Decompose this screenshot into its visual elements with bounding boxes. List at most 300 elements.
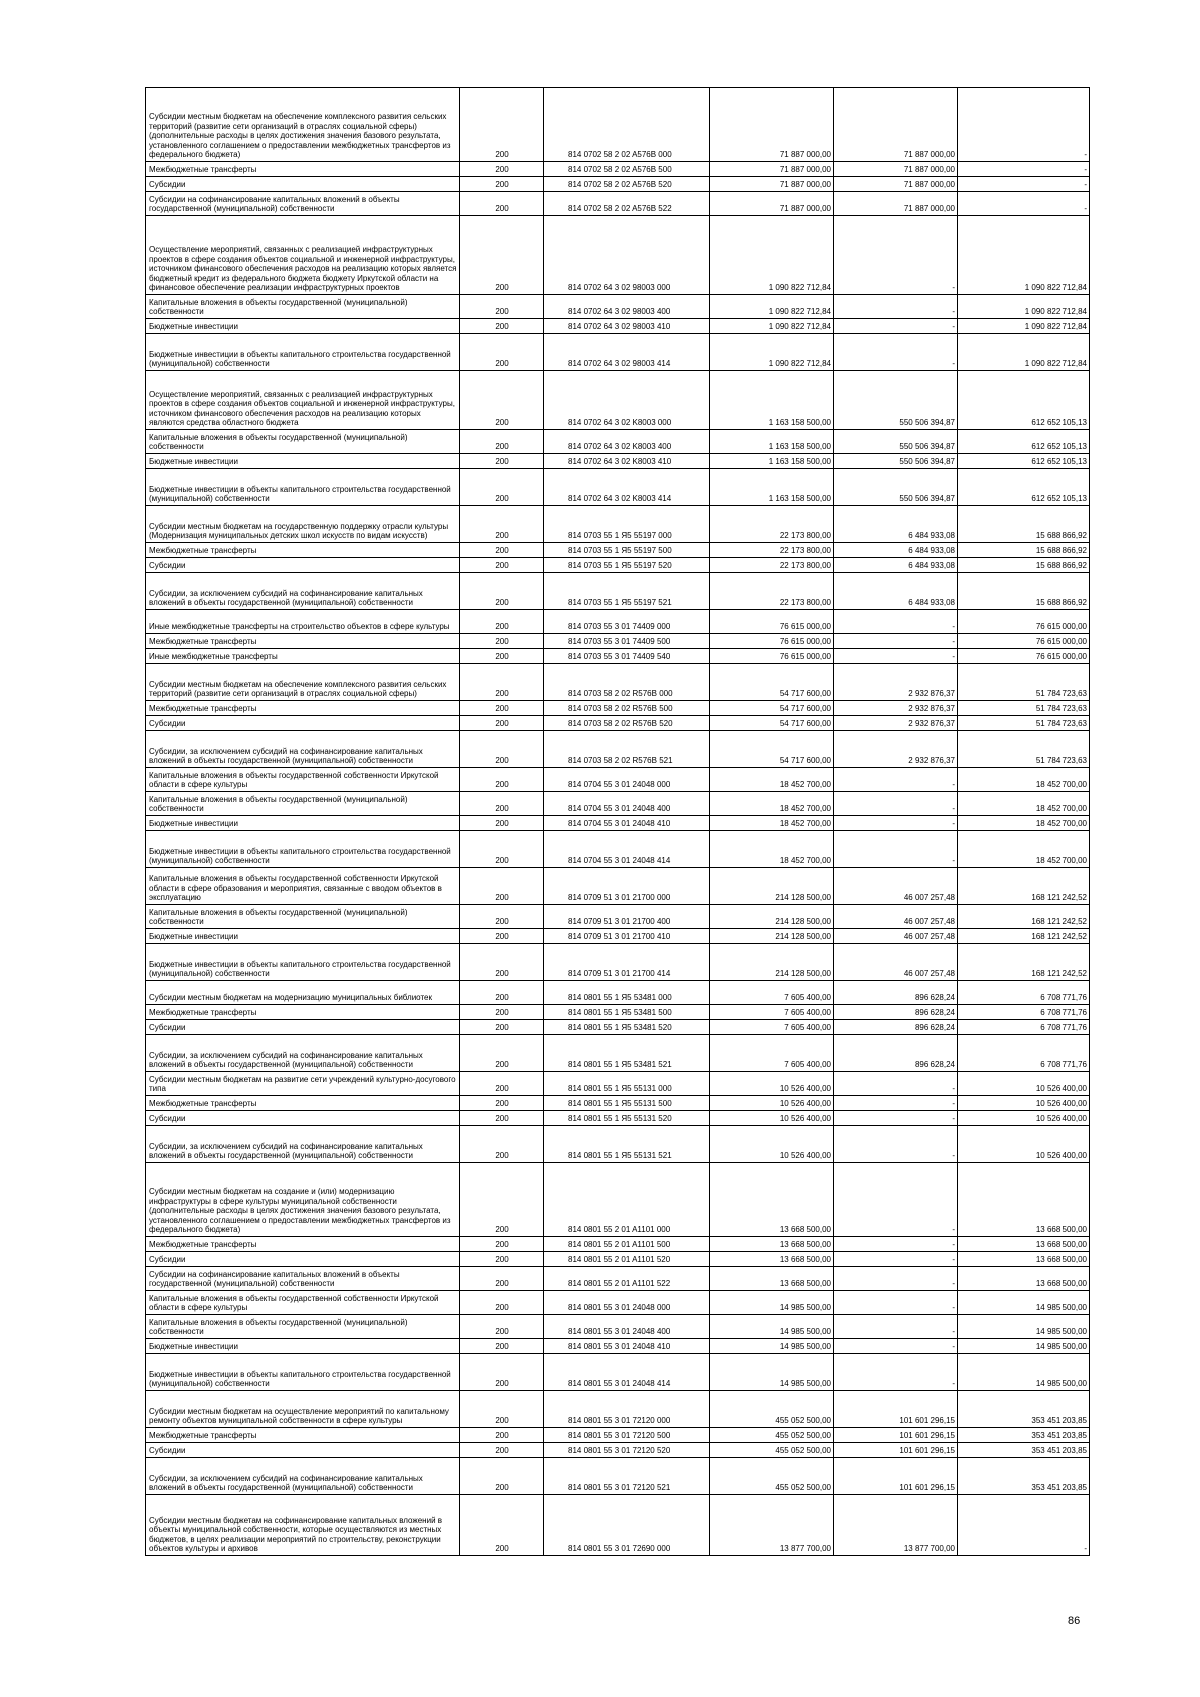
- row-kbk: 814 0704 55 3 01 24048 000: [544, 768, 710, 792]
- row-rest: 18 452 700,00: [958, 792, 1090, 816]
- table-row: [146, 1072, 1090, 1096]
- row-rest: 612 652 105,13: [958, 430, 1090, 454]
- row-exec: 896 628,24: [834, 1035, 958, 1072]
- row-code: 200: [460, 192, 544, 216]
- row-name: Субсидии местным бюджетам на обеспечение комплексного развития сельских территорий (развитие сети организаций в отраслях социальной сферы) (дополнительные расходы в целях достижения значения базового результата, установленного соглашением о предоставлении межбюджетных трансфертов из федерального бюджета): [146, 88, 460, 162]
- row-kbk: 814 0801 55 3 01 24048 000: [544, 1291, 710, 1315]
- table-row: [146, 1163, 1090, 1237]
- row-name: Межбюджетные трансферты: [146, 1096, 460, 1111]
- row-rest: 18 452 700,00: [958, 816, 1090, 831]
- row-plan: 18 452 700,00: [710, 768, 834, 792]
- table-row: [146, 88, 1090, 162]
- table-row: [146, 1443, 1090, 1458]
- row-code: 200: [460, 664, 544, 701]
- row-kbk: 814 0702 64 3 02 K8003 000: [544, 371, 710, 430]
- row-exec: 71 887 000,00: [834, 177, 958, 192]
- table-row: [146, 868, 1090, 905]
- row-code: 200: [460, 929, 544, 944]
- row-kbk: 814 0703 58 2 02 R576B 500: [544, 701, 710, 716]
- table-row: [146, 634, 1090, 649]
- row-exec: -: [834, 1163, 958, 1237]
- row-kbk: 814 0801 55 3 01 72120 520: [544, 1443, 710, 1458]
- row-plan: 13 668 500,00: [710, 1267, 834, 1291]
- row-exec: 896 628,24: [834, 1020, 958, 1035]
- row-exec: 46 007 257,48: [834, 944, 958, 981]
- row-rest: 1 090 822 712,84: [958, 216, 1090, 295]
- row-name: Капитальные вложения в объекты государственной (муниципальной) собственности: [146, 430, 460, 454]
- row-code: 200: [460, 1126, 544, 1163]
- row-code: 200: [460, 610, 544, 634]
- table-row: [146, 469, 1090, 506]
- table-row: [146, 649, 1090, 664]
- row-rest: 76 615 000,00: [958, 610, 1090, 634]
- row-plan: 71 887 000,00: [710, 162, 834, 177]
- row-plan: 1 163 158 500,00: [710, 469, 834, 506]
- table-row: [146, 1291, 1090, 1315]
- row-kbk: 814 0703 55 1 Я5 55197 521: [544, 573, 710, 610]
- row-rest: 168 121 242,52: [958, 944, 1090, 981]
- row-name: Субсидии местным бюджетам на развитие сети учреждений культурно-досугового типа: [146, 1072, 460, 1096]
- row-rest: 15 688 866,92: [958, 506, 1090, 543]
- row-kbk: 814 0709 51 3 01 21700 410: [544, 929, 710, 944]
- row-plan: 7 605 400,00: [710, 981, 834, 1005]
- row-kbk: 814 0702 64 3 02 98003 400: [544, 295, 710, 319]
- row-code: 200: [460, 944, 544, 981]
- row-rest: 6 708 771,76: [958, 1035, 1090, 1072]
- row-exec: 101 601 296,15: [834, 1458, 958, 1495]
- table-row: [146, 1267, 1090, 1291]
- row-name: Субсидии местным бюджетам на государственную поддержку отрасли культуры (Модернизация муниципальных детских школ искусств по видам искусств): [146, 506, 460, 543]
- row-code: 200: [460, 1252, 544, 1267]
- row-code: 200: [460, 1005, 544, 1020]
- row-plan: 14 985 500,00: [710, 1315, 834, 1339]
- row-name: Капитальные вложения в объекты государственной (муниципальной) собственности: [146, 295, 460, 319]
- row-name: Капитальные вложения в объекты государственной (муниципальной) собственности: [146, 905, 460, 929]
- row-rest: 353 451 203,85: [958, 1391, 1090, 1428]
- row-exec: -: [834, 1291, 958, 1315]
- row-kbk: 814 0801 55 3 01 24048 410: [544, 1339, 710, 1354]
- table-row: [146, 1391, 1090, 1428]
- row-code: 200: [460, 1339, 544, 1354]
- row-kbk: 814 0702 64 3 02 K8003 410: [544, 454, 710, 469]
- row-code: 200: [460, 981, 544, 1005]
- row-rest: 6 708 771,76: [958, 981, 1090, 1005]
- table-row: [146, 216, 1090, 295]
- row-kbk: 814 0709 51 3 01 21700 400: [544, 905, 710, 929]
- row-code: 200: [460, 905, 544, 929]
- row-kbk: 814 0801 55 1 Я5 53481 500: [544, 1005, 710, 1020]
- row-kbk: 814 0801 55 1 Я5 55131 000: [544, 1072, 710, 1096]
- row-kbk: 814 0702 58 2 02 A576B 522: [544, 192, 710, 216]
- row-exec: 550 506 394,87: [834, 454, 958, 469]
- row-name: Бюджетные инвестиции в объекты капитального строительства государственной (муниципальной) собственности: [146, 831, 460, 868]
- row-kbk: 814 0703 55 1 Я5 55197 520: [544, 558, 710, 573]
- row-kbk: 814 0801 55 3 01 72690 000: [544, 1495, 710, 1556]
- row-rest: 51 784 723,63: [958, 731, 1090, 768]
- row-plan: 10 526 400,00: [710, 1096, 834, 1111]
- row-rest: 1 090 822 712,84: [958, 295, 1090, 319]
- row-rest: 51 784 723,63: [958, 701, 1090, 716]
- row-exec: -: [834, 1096, 958, 1111]
- row-plan: 1 090 822 712,84: [710, 334, 834, 371]
- row-name: Субсидии: [146, 177, 460, 192]
- row-name: Субсидии местным бюджетам на обеспечение комплексного развития сельских территорий (развитие сети организаций в отраслях социальной сферы): [146, 664, 460, 701]
- table-row: [146, 831, 1090, 868]
- row-exec: 6 484 933,08: [834, 558, 958, 573]
- row-code: 200: [460, 1163, 544, 1237]
- row-plan: 22 173 800,00: [710, 543, 834, 558]
- row-rest: 15 688 866,92: [958, 558, 1090, 573]
- row-kbk: 814 0703 55 3 01 74409 540: [544, 649, 710, 664]
- row-name: Капитальные вложения в объекты государственной собственности Иркутской области в сфере образования и мероприятия, связанные с вводом объектов в эксплуатацию: [146, 868, 460, 905]
- row-plan: 76 615 000,00: [710, 634, 834, 649]
- row-exec: 550 506 394,87: [834, 371, 958, 430]
- table-row: [146, 929, 1090, 944]
- table-row: [146, 334, 1090, 371]
- row-name: Бюджетные инвестиции: [146, 319, 460, 334]
- row-code: 200: [460, 1354, 544, 1391]
- row-kbk: 814 0801 55 1 Я5 53481 000: [544, 981, 710, 1005]
- row-exec: -: [834, 1237, 958, 1252]
- row-kbk: 814 0702 64 3 02 98003 414: [544, 334, 710, 371]
- row-exec: 101 601 296,15: [834, 1428, 958, 1443]
- budget-table-body: [146, 88, 1090, 1556]
- row-plan: 54 717 600,00: [710, 716, 834, 731]
- row-exec: -: [834, 295, 958, 319]
- row-code: 200: [460, 1267, 544, 1291]
- row-exec: 2 932 876,37: [834, 716, 958, 731]
- row-plan: 10 526 400,00: [710, 1111, 834, 1126]
- row-exec: -: [834, 1111, 958, 1126]
- row-kbk: 814 0703 55 1 Я5 55197 500: [544, 543, 710, 558]
- row-exec: -: [834, 1315, 958, 1339]
- row-name: Капитальные вложения в объекты государственной собственности Иркутской области в сфере культуры: [146, 768, 460, 792]
- row-rest: 51 784 723,63: [958, 716, 1090, 731]
- row-code: 200: [460, 1443, 544, 1458]
- row-kbk: 814 0702 64 3 02 K8003 400: [544, 430, 710, 454]
- row-kbk: 814 0702 58 2 02 A576B 520: [544, 177, 710, 192]
- row-code: 200: [460, 649, 544, 664]
- row-code: 200: [460, 1020, 544, 1035]
- row-plan: 14 985 500,00: [710, 1354, 834, 1391]
- table-row: [146, 1339, 1090, 1354]
- row-rest: 76 615 000,00: [958, 649, 1090, 664]
- row-plan: 214 128 500,00: [710, 905, 834, 929]
- row-plan: 10 526 400,00: [710, 1072, 834, 1096]
- table-row: [146, 1035, 1090, 1072]
- row-kbk: 814 0801 55 1 Я5 53481 521: [544, 1035, 710, 1072]
- row-name: Иные межбюджетные трансферты: [146, 649, 460, 664]
- row-kbk: 814 0801 55 2 01 A1101 500: [544, 1237, 710, 1252]
- row-kbk: 814 0801 55 3 01 72120 000: [544, 1391, 710, 1428]
- table-row: [146, 1237, 1090, 1252]
- row-rest: -: [958, 177, 1090, 192]
- table-row: [146, 1495, 1090, 1556]
- row-code: 200: [460, 1428, 544, 1443]
- row-kbk: 814 0703 58 2 02 R576B 521: [544, 731, 710, 768]
- row-name: Осуществление мероприятий, связанных с реализацией инфраструктурных проектов в сфере создания объектов социальной и инженерной инфраструктуры, источником финансового обеспечения расходов на реализацию которых являются средства областного бюджета: [146, 371, 460, 430]
- row-code: 200: [460, 162, 544, 177]
- row-code: 200: [460, 88, 544, 162]
- row-name: Межбюджетные трансферты: [146, 634, 460, 649]
- row-kbk: 814 0801 55 3 01 72120 500: [544, 1428, 710, 1443]
- row-name: Бюджетные инвестиции: [146, 816, 460, 831]
- page-number: 86: [1068, 1615, 1081, 1627]
- table-row: [146, 162, 1090, 177]
- row-name: Межбюджетные трансферты: [146, 1428, 460, 1443]
- row-code: 200: [460, 768, 544, 792]
- row-rest: 612 652 105,13: [958, 469, 1090, 506]
- row-name: Бюджетные инвестиции в объекты капитального строительства государственной (муниципальной) собственности: [146, 334, 460, 371]
- row-rest: 10 526 400,00: [958, 1111, 1090, 1126]
- row-exec: 550 506 394,87: [834, 469, 958, 506]
- row-plan: 214 128 500,00: [710, 868, 834, 905]
- table-row: [146, 1315, 1090, 1339]
- row-plan: 22 173 800,00: [710, 506, 834, 543]
- row-rest: 14 985 500,00: [958, 1354, 1090, 1391]
- row-code: 200: [460, 634, 544, 649]
- row-name: Капитальные вложения в объекты государственной собственности Иркутской области в сфере культуры: [146, 1291, 460, 1315]
- row-rest: -: [958, 88, 1090, 162]
- row-kbk: 814 0801 55 3 01 72120 521: [544, 1458, 710, 1495]
- table-row: [146, 1126, 1090, 1163]
- row-name: Бюджетные инвестиции: [146, 1339, 460, 1354]
- row-kbk: 814 0703 55 3 01 74409 000: [544, 610, 710, 634]
- row-plan: 13 668 500,00: [710, 1163, 834, 1237]
- row-exec: -: [834, 1339, 958, 1354]
- row-exec: -: [834, 610, 958, 634]
- row-name: Субсидии: [146, 1252, 460, 1267]
- table-row: [146, 177, 1090, 192]
- row-kbk: 814 0801 55 1 Я5 55131 521: [544, 1126, 710, 1163]
- row-rest: 13 668 500,00: [958, 1237, 1090, 1252]
- row-code: 200: [460, 816, 544, 831]
- row-code: 200: [460, 1111, 544, 1126]
- row-name: Межбюджетные трансферты: [146, 543, 460, 558]
- row-rest: 13 668 500,00: [958, 1252, 1090, 1267]
- row-plan: 54 717 600,00: [710, 664, 834, 701]
- row-plan: 7 605 400,00: [710, 1005, 834, 1020]
- row-exec: 2 932 876,37: [834, 701, 958, 716]
- row-name: Субсидии: [146, 558, 460, 573]
- row-rest: 51 784 723,63: [958, 664, 1090, 701]
- row-exec: -: [834, 319, 958, 334]
- table-row: [146, 1020, 1090, 1035]
- row-name: Субсидии местным бюджетам на создание и (или) модернизацию инфраструктуры в сфере культуры муниципальной собственности (дополнительные расходы в целях достижения значения базового результата, установленного соглашением о предоставлении межбюджетных трансфертов из федерального бюджета): [146, 1163, 460, 1237]
- row-kbk: 814 0702 64 3 02 K8003 414: [544, 469, 710, 506]
- row-rest: 18 452 700,00: [958, 768, 1090, 792]
- row-kbk: 814 0801 55 3 01 24048 414: [544, 1354, 710, 1391]
- row-code: 200: [460, 430, 544, 454]
- row-rest: 13 668 500,00: [958, 1267, 1090, 1291]
- row-name: Бюджетные инвестиции в объекты капитального строительства государственной (муниципальной) собственности: [146, 469, 460, 506]
- row-plan: 76 615 000,00: [710, 649, 834, 664]
- row-plan: 54 717 600,00: [710, 701, 834, 716]
- row-code: 200: [460, 868, 544, 905]
- row-rest: 10 526 400,00: [958, 1126, 1090, 1163]
- row-code: 200: [460, 573, 544, 610]
- row-kbk: 814 0702 58 2 02 A576B 000: [544, 88, 710, 162]
- row-plan: 10 526 400,00: [710, 1126, 834, 1163]
- row-exec: 6 484 933,08: [834, 543, 958, 558]
- row-code: 200: [460, 543, 544, 558]
- row-plan: 22 173 800,00: [710, 573, 834, 610]
- row-plan: 214 128 500,00: [710, 929, 834, 944]
- row-kbk: 814 0801 55 1 Я5 53481 520: [544, 1020, 710, 1035]
- row-code: 200: [460, 319, 544, 334]
- row-exec: 2 932 876,37: [834, 731, 958, 768]
- row-name: Бюджетные инвестиции: [146, 929, 460, 944]
- table-row: [146, 1458, 1090, 1495]
- table-row: [146, 792, 1090, 816]
- row-code: 200: [460, 177, 544, 192]
- row-exec: -: [834, 1126, 958, 1163]
- row-plan: 71 887 000,00: [710, 88, 834, 162]
- table-row: [146, 1096, 1090, 1111]
- row-plan: 18 452 700,00: [710, 816, 834, 831]
- row-plan: 13 668 500,00: [710, 1252, 834, 1267]
- row-code: 200: [460, 1096, 544, 1111]
- row-exec: 550 506 394,87: [834, 430, 958, 454]
- row-name: Субсидии: [146, 1443, 460, 1458]
- row-exec: -: [834, 649, 958, 664]
- row-exec: -: [834, 1354, 958, 1391]
- row-plan: 455 052 500,00: [710, 1458, 834, 1495]
- row-code: 200: [460, 716, 544, 731]
- row-plan: 455 052 500,00: [710, 1443, 834, 1458]
- row-kbk: 814 0703 58 2 02 R576B 000: [544, 664, 710, 701]
- row-code: 200: [460, 558, 544, 573]
- row-name: Межбюджетные трансферты: [146, 701, 460, 716]
- table-row: [146, 664, 1090, 701]
- row-kbk: 814 0703 58 2 02 R576B 520: [544, 716, 710, 731]
- row-rest: 168 121 242,52: [958, 868, 1090, 905]
- row-rest: 14 985 500,00: [958, 1315, 1090, 1339]
- row-kbk: 814 0801 55 2 01 A1101 522: [544, 1267, 710, 1291]
- row-rest: -: [958, 192, 1090, 216]
- row-rest: 353 451 203,85: [958, 1458, 1090, 1495]
- row-name: Субсидии, за исключением субсидий на софинансирование капитальных вложений в объекты государственной (муниципальной) собственности: [146, 1458, 460, 1495]
- table-row: [146, 905, 1090, 929]
- row-name: Межбюджетные трансферты: [146, 1005, 460, 1020]
- row-plan: 7 605 400,00: [710, 1035, 834, 1072]
- row-plan: 71 887 000,00: [710, 192, 834, 216]
- row-code: 200: [460, 506, 544, 543]
- row-exec: 46 007 257,48: [834, 905, 958, 929]
- row-code: 200: [460, 295, 544, 319]
- row-kbk: 814 0801 55 2 01 A1101 000: [544, 1163, 710, 1237]
- table-row: [146, 716, 1090, 731]
- row-code: 200: [460, 469, 544, 506]
- row-kbk: 814 0704 55 3 01 24048 400: [544, 792, 710, 816]
- row-code: 200: [460, 1495, 544, 1556]
- row-kbk: 814 0704 55 3 01 24048 410: [544, 816, 710, 831]
- row-rest: 15 688 866,92: [958, 543, 1090, 558]
- table-row: [146, 816, 1090, 831]
- row-plan: 54 717 600,00: [710, 731, 834, 768]
- row-name: Субсидии, за исключением субсидий на софинансирование капитальных вложений в объекты государственной (муниципальной) собственности: [146, 1035, 460, 1072]
- row-plan: 1 090 822 712,84: [710, 319, 834, 334]
- budget-table: [145, 87, 1090, 1556]
- row-plan: 1 163 158 500,00: [710, 371, 834, 430]
- row-plan: 1 090 822 712,84: [710, 216, 834, 295]
- table-row: [146, 1252, 1090, 1267]
- row-plan: 13 668 500,00: [710, 1237, 834, 1252]
- row-exec: -: [834, 334, 958, 371]
- row-exec: -: [834, 1267, 958, 1291]
- row-code: 200: [460, 831, 544, 868]
- row-exec: 6 484 933,08: [834, 506, 958, 543]
- row-name: Межбюджетные трансферты: [146, 1237, 460, 1252]
- table-row: [146, 1005, 1090, 1020]
- row-code: 200: [460, 216, 544, 295]
- row-plan: 71 887 000,00: [710, 177, 834, 192]
- row-rest: 612 652 105,13: [958, 454, 1090, 469]
- row-name: Субсидии местным бюджетам на софинансирование капитальных вложений в объекты муниципальной собственности, которые осуществляются из местных бюджетов, в целях реализации мероприятий по строительству, реконструкции объектов культуры и архивов: [146, 1495, 460, 1556]
- row-plan: 18 452 700,00: [710, 792, 834, 816]
- row-exec: 896 628,24: [834, 1005, 958, 1020]
- row-rest: 612 652 105,13: [958, 371, 1090, 430]
- row-exec: -: [834, 768, 958, 792]
- row-code: 200: [460, 1291, 544, 1315]
- row-plan: 14 985 500,00: [710, 1339, 834, 1354]
- row-rest: 353 451 203,85: [958, 1428, 1090, 1443]
- row-plan: 455 052 500,00: [710, 1391, 834, 1428]
- row-code: 200: [460, 371, 544, 430]
- row-kbk: 814 0709 51 3 01 21700 414: [544, 944, 710, 981]
- row-rest: 353 451 203,85: [958, 1443, 1090, 1458]
- table-row: [146, 295, 1090, 319]
- row-exec: 46 007 257,48: [834, 868, 958, 905]
- row-name: Осуществление мероприятий, связанных с реализацией инфраструктурных проектов в сфере создания объектов социальной и инженерной инфраструктуры, источником финансового обеспечения расходов на реализацию которых является бюджетный кредит из федерального бюджета бюджету Иркутской области на финансовое обеспечение реализации инфраструктурных проектов: [146, 216, 460, 295]
- row-name: Субсидии, за исключением субсидий на софинансирование капитальных вложений в объекты государственной (муниципальной) собственности: [146, 573, 460, 610]
- row-code: 200: [460, 1391, 544, 1428]
- row-code: 200: [460, 731, 544, 768]
- row-exec: -: [834, 634, 958, 649]
- row-exec: 13 877 700,00: [834, 1495, 958, 1556]
- row-code: 200: [460, 1072, 544, 1096]
- row-code: 200: [460, 701, 544, 716]
- row-plan: 76 615 000,00: [710, 610, 834, 634]
- row-plan: 18 452 700,00: [710, 831, 834, 868]
- row-exec: 101 601 296,15: [834, 1443, 958, 1458]
- row-rest: 1 090 822 712,84: [958, 319, 1090, 334]
- table-row: [146, 731, 1090, 768]
- row-name: Бюджетные инвестиции: [146, 454, 460, 469]
- row-kbk: 814 0801 55 1 Я5 55131 520: [544, 1111, 710, 1126]
- row-kbk: 814 0702 64 3 02 98003 410: [544, 319, 710, 334]
- table-row: [146, 573, 1090, 610]
- row-code: 200: [460, 792, 544, 816]
- row-plan: 1 163 158 500,00: [710, 430, 834, 454]
- row-rest: 6 708 771,76: [958, 1020, 1090, 1035]
- table-row: [146, 454, 1090, 469]
- row-plan: 14 985 500,00: [710, 1291, 834, 1315]
- row-plan: 22 173 800,00: [710, 558, 834, 573]
- table-row: [146, 981, 1090, 1005]
- row-kbk: 814 0704 55 3 01 24048 414: [544, 831, 710, 868]
- row-exec: 46 007 257,48: [834, 929, 958, 944]
- row-rest: 15 688 866,92: [958, 573, 1090, 610]
- table-row: [146, 506, 1090, 543]
- row-kbk: 814 0801 55 1 Я5 55131 500: [544, 1096, 710, 1111]
- row-rest: 168 121 242,52: [958, 905, 1090, 929]
- row-name: Капитальные вложения в объекты государственной (муниципальной) собственности: [146, 1315, 460, 1339]
- table-row: [146, 1354, 1090, 1391]
- row-name: Субсидии на софинансирование капитальных вложений в объекты государственной (муниципальной) собственности: [146, 192, 460, 216]
- row-name: Субсидии местным бюджетам на осуществление мероприятий по капитальному ремонту объектов муниципальной собственности в сфере культуры: [146, 1391, 460, 1428]
- table-row: [146, 192, 1090, 216]
